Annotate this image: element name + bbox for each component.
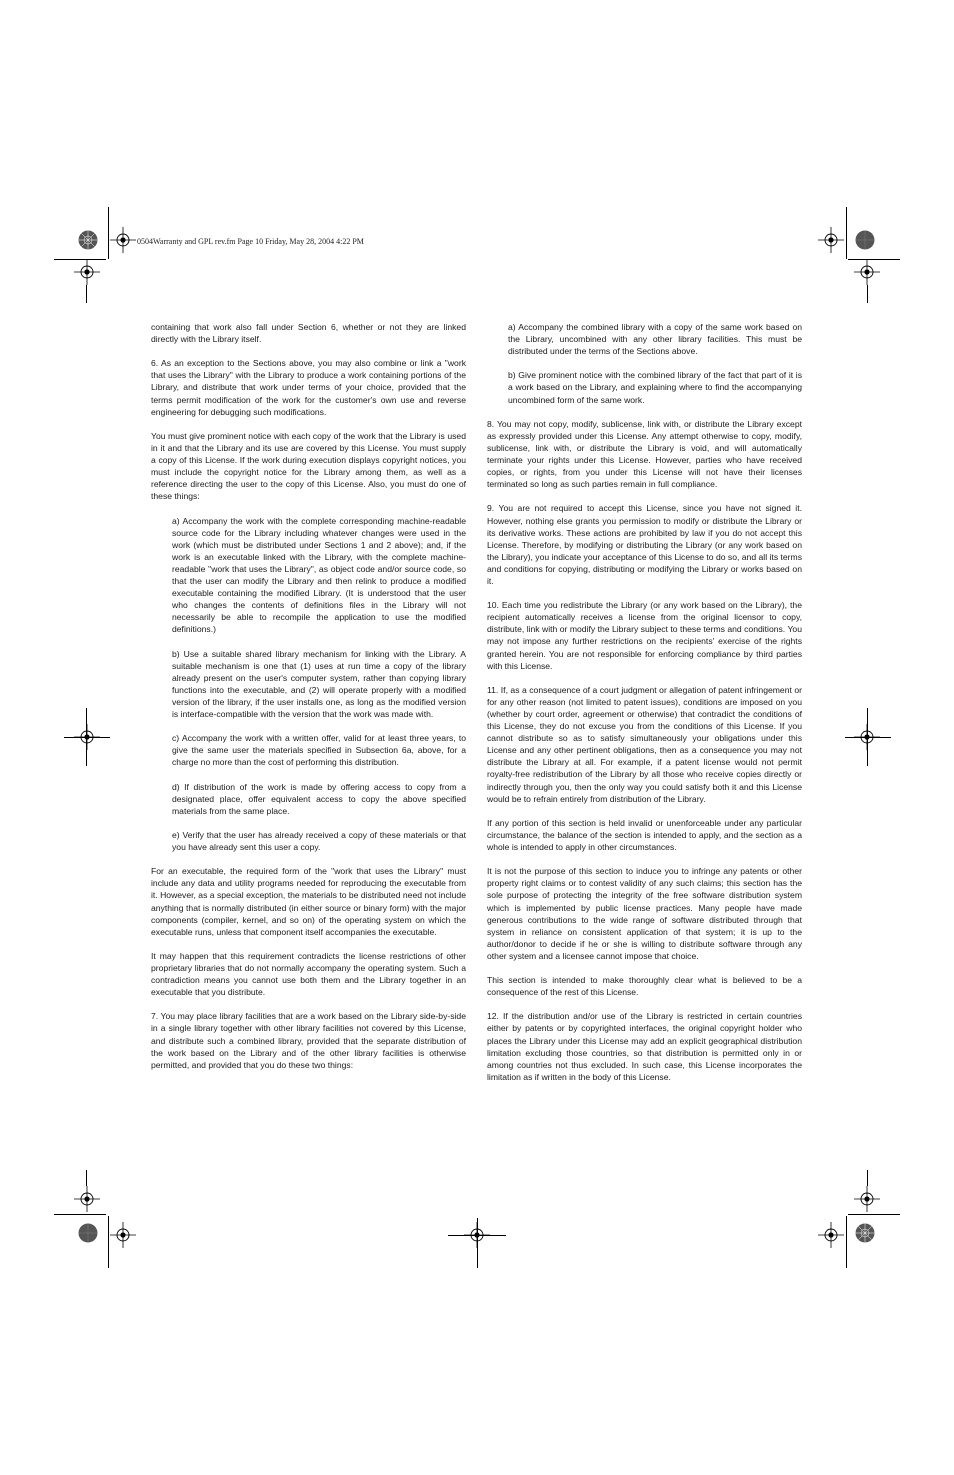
trim-line-vertical xyxy=(108,1216,109,1268)
registration-crosshair-icon xyxy=(854,259,880,285)
paragraph-section-10: 10. Each time you redistribute the Library (or any work based on the Library), the recipient automatically receives a license from the original licensor to copy, distribute, link with or modify the Library subject to these terms and conditions. You may not impose any further restrictions on the recipients' exercise of the rights granted herein. You are not responsible for enforcing compliance by third parties with this License. xyxy=(487,600,802,671)
registration-crosshair-icon xyxy=(110,1222,136,1248)
trim-line-horizontal xyxy=(54,1214,106,1215)
paragraph-consequence: This section is intended to make thoroughly clear what is believed to be a consequence of the rest of this License. xyxy=(487,975,802,998)
item-6b: b) Use a suitable shared library mechanism for linking with the Library. A suitable mechanism is one that (1) uses at run time a copy of the library already present on the user's computer system, rather than copying library functions into the executable, and (2) will operate properly with a modified version of the library, if the user installs one, as long as the modified version is interface-compatible with the version that the work was made with. xyxy=(172,648,466,719)
item-7b: b) Give prominent notice with the combined library of the fact that part of it is a work based on the Library, and explaining where to find the accompanying uncombined form of the same work. xyxy=(508,370,802,405)
registration-crosshair-icon xyxy=(818,1222,844,1248)
registration-crosshair-icon xyxy=(464,1222,490,1248)
trim-line-vertical xyxy=(846,207,847,259)
color-dial-mark-icon xyxy=(78,1223,98,1243)
color-dial-mark-icon xyxy=(78,230,98,250)
item-6d: d) If distribution of the work is made by offering access to copy from a designated place, offer equivalent access to copy the above specified materials from the same place. xyxy=(172,781,466,816)
paragraph-section-7: 7. You may place library facilities that are a work based on the Library side-by-side in a single library together with other library facilities not covered by this License, and distribute such a combined library, provided that the separate distribution of the work based on the Library and of the other library facilities is otherwise permitted, and provided that you do these two things: xyxy=(151,1011,466,1070)
registration-crosshair-icon xyxy=(74,1186,100,1212)
paragraph-purpose: It is not the purpose of this section to induce you to infringe any patents or other property right claims or to contest validity of any such claims; this section has the sole purpose of protecting the integrity of the free software distribution system which is implemented by public license practices. Many people have made generous contributions to the wide range of software distributed through that system in reliance on consistent application of that system; it is up to the author/donor to decide if he or she is willing to distribute software through any other system and a licensee cannot impose that choice. xyxy=(487,866,802,961)
trim-line-horizontal xyxy=(845,737,891,738)
registration-crosshair-icon xyxy=(854,1186,880,1212)
paragraph-section-9: 9. You are not required to accept this License, since you have not signed it. However, nothing else grants you permission to modify or distribute the Library or its derivative works. These actions are prohibited by law if you do not accept this License. Therefore, by modifying or distributing the Library (or any work based on the Library), you indicate your acceptance of this License to do so, and all its terms and conditions for copying, distributing or modifying the Library or works based on it. xyxy=(487,503,802,586)
trim-line-vertical xyxy=(867,285,868,303)
item-6e: e) Verify that the user has already received a copy of these materials or that you have already sent this user a copy. xyxy=(172,829,466,853)
left-column xyxy=(151,321,466,1083)
paragraph-section-11: 11. If, as a consequence of a court judgment or allegation of patent infringement or for any other reason (not limited to patent issues), conditions are imposed on you (whether by court order, agreement or otherwise) that contradict the conditions of this License, they do not excuse you from the conditions of this License. If you cannot distribute so as to satisfy simultaneously your obligations under this License and any other pertinent obligations, then as a consequence you may not distribute the Library at all. For example, if a patent license would not permit royalty-free redistribution of the Library by all those who receive copies directly or indirectly through you, then the only way you could satisfy both it and this License would be to refrain entirely from distribution of the Library. xyxy=(487,684,802,804)
paragraph-prominent-notice: You must give prominent notice with each copy of the work that the Library is used in it and that the Library and its use are covered by this License. You must supply a copy of this License. If the work during execution displays copyright notices, you must include the copyright notice for the Library among them, as well as a reference directing the user to the copy of this License. Also, you must do one of these things: xyxy=(151,430,466,502)
item-6c: c) Accompany the work with a written offer, valid for at least three years, to give the same user the materials specified in Subsection 6a, above, for a charge no more than the cost of performing this distribution. xyxy=(172,733,466,768)
registration-crosshair-icon xyxy=(818,227,844,253)
color-dial-mark-icon xyxy=(855,1223,875,1243)
item-7a: a) Accompany the combined library with a copy of the same work based on the Library, uncombined with any other library facilities. This must be distributed under the terms of the Sections above. xyxy=(508,322,802,357)
file-slug-header: 0504Warranty and GPL rev.fm Page 10 Friday, May 28, 2004 4:22 PM xyxy=(137,237,364,246)
trim-line-horizontal xyxy=(848,1214,900,1215)
paragraph-section-12: 12. If the distribution and/or use of the Library is restricted in certain countries either by patents or by copyrighted interfaces, the original copyright holder who places the Library under this License may add an explicit geographical distribution limitation excluding those countries, so that distribution is permitted only in or among countries not thus excluded. In such case, this License incorporates the limitation as if written in the body of this License. xyxy=(487,1011,802,1082)
color-dial-mark-icon xyxy=(855,230,875,250)
trim-line-vertical xyxy=(108,207,109,259)
right-column xyxy=(487,321,802,1095)
paragraph-section-6: 6. As an exception to the Sections above, you may also combine or link a "work that uses the Library" with the Library to produce a work containing portions of the Library, and distribute that work under terms of your choice, provided that the terms permit modification of the work for the customer's own use and reverse engineering for debugging such modifications. xyxy=(151,358,466,417)
trim-line-vertical xyxy=(86,285,87,303)
trim-line-vertical xyxy=(846,1216,847,1268)
paragraph-executable-form: For an executable, the required form of the "work that uses the Library" must include any data and utility programs needed for reproducing the executable from it. However, as a special exception, the materials to be distributed need not include anything that is normally distributed (in either source or binary form) with the major components (compiler, kernel, and so on) of the operating system on which the executable runs, unless that component itself accompanies the executable. xyxy=(151,866,466,937)
registration-crosshair-icon xyxy=(110,227,136,253)
item-6a: a) Accompany the work with the complete corresponding machine-readable source code for the Library including whatever changes were used in the work (which must be distributed under Sections 1 and 2 above); and, if the work is an executable linked with the Library, with the complete machine-readable "work that uses the Library", as object code and/or source code, so that the user can modify the Library and then relink to produce a modified executable containing the modified Library. (It is understood that the user who changes the contents of definitions files in the Library will not necessarily be able to recompile the application to use the modified definitions.) xyxy=(172,515,466,635)
registration-crosshair-icon xyxy=(74,259,100,285)
paragraph-invalid-portion: If any portion of this section is held invalid or unenforceable under any particular circumstance, the balance of the section is intended to apply, and the section as a whole is intended to apply in other circumstances. xyxy=(487,817,802,853)
paragraph-contradiction: It may happen that this requirement contradicts the license restrictions of other proprietary libraries that do not normally accompany the operating system. Such a contradiction means you cannot use both them and the Library together in an executable that you distribute. xyxy=(151,950,466,998)
paragraph-continuation: containing that work also fall under Section 6, whether or not they are linked directly with the Library itself. xyxy=(151,322,466,345)
trim-line-vertical xyxy=(867,1170,868,1186)
trim-line-vertical xyxy=(86,1170,87,1186)
trim-line-horizontal xyxy=(64,737,110,738)
paragraph-section-8: 8. You may not copy, modify, sublicense, link with, or distribute the Library except as expressly provided under this License. Any attempt otherwise to copy, modify, sublicense, link with, or distribute the Library is void, and will automatically terminate your rights under this License. However, parties who have received copies, or rights, from you under this License will not have their licenses terminated so long as such parties remain in full compliance. xyxy=(487,418,802,490)
